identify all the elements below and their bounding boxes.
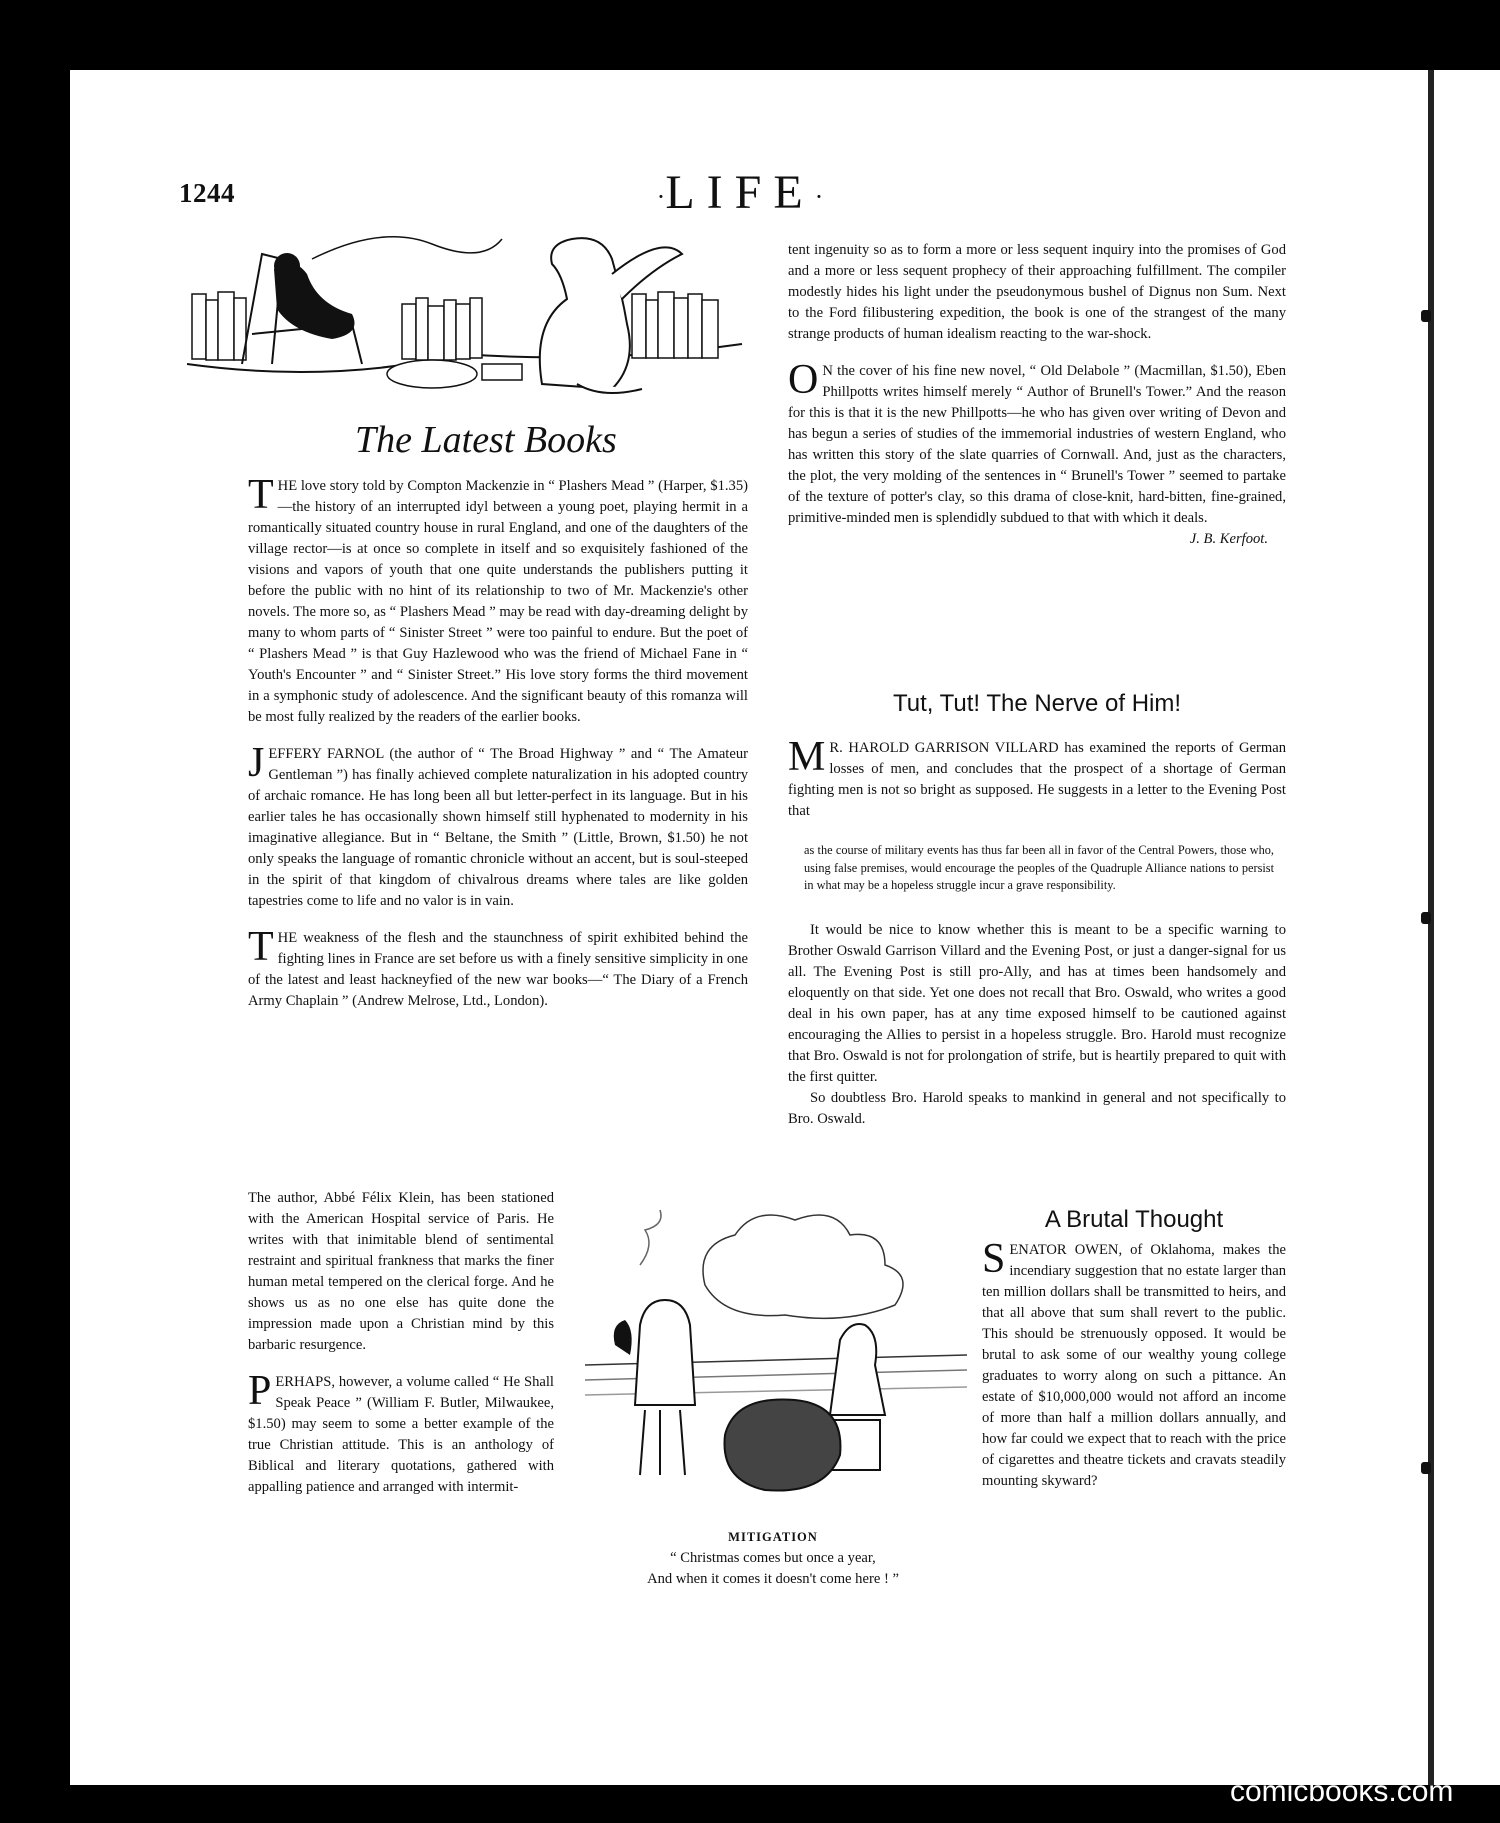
- caption-line-2: And when it comes it doesn't come here ! ”: [647, 1571, 899, 1587]
- tut-tut-article: [788, 734, 1286, 1130]
- drop-cap: T: [248, 472, 274, 518]
- drop-cap: P: [248, 1368, 272, 1414]
- binding-rivet: [1421, 310, 1431, 322]
- review-french-chaplain-cont: The author, Abbé Félix Klein, has been stationed with the American Hospital service of Paris. He writes with that inimitable blend of sentimental restraint and spiritual frankness that marks the finer human metal tempered on the clerical forge. And he shows us as no one else has quite done the impression made upon a Christian mind by this barbaric resurgence.: [248, 1190, 554, 1353]
- drop-cap: S: [982, 1236, 1006, 1282]
- masthead-title: LIFE: [665, 166, 815, 219]
- tut-tut-paragraph-1: R. HAROLD GARRISON VILLARD has examined the reports of German losses of men, and concludes that the prospect of a shortage of German fighting men is not so bright as supposed. He suggests in a letter to the Evening Post that: [788, 740, 1286, 819]
- tut-tut-title: Tut, Tut! The Nerve of Him!: [892, 690, 1182, 717]
- review-beltane: EFFERY FARNOL (the author of “ The Broad Highway ” and “ The Amateur Gentleman ”) has finally achieved complete naturalization in his adopted country of archaic romance. He has long been all but letter-perfect in its language. But in his earlier tales he has occasionally shown himself still hyphenated to modernity in his imaginative allegiance. But in “ Beltane, the Smith ” (Little, Brown, $1.50) he not only speaks the language of romantic chronicle without an accent, but is soul-steeped in the spirit of that kingdom of chivalrous dreams where tales are like golden tapestries come to life and no valor is in vain.: [248, 746, 748, 909]
- caption-title: MITIGATION: [728, 1530, 818, 1544]
- binding-rivet: [1421, 912, 1431, 924]
- mitigation-cartoon: [585, 1205, 967, 1523]
- review-he-shall-speak-peace: ERHAPS, however, a volume called “ He Shall Speak Peace ” (William F. Butler, Milwaukee, $1.50) may seem to some a better example of the true Christian attitude. This is an anthology of Biblical and literary quotations, gathered with appalling patience and arranged with intermit-: [248, 1374, 554, 1495]
- latest-books-title: The Latest Books: [355, 419, 617, 461]
- drop-cap: O: [788, 357, 819, 403]
- review-french-chaplain: HE weakness of the flesh and the staunchness of spirit exhibited behind the fighting lines in France are set before us with a finely sensitive simplicity in one of the latest and least hackneyfied of the new war books—“ The Diary of a French Army Chaplain ” (Andrew Melrose, Ltd., London).: [248, 930, 748, 1009]
- page-number: 1244: [179, 178, 235, 208]
- latest-books-column-1-lower: [248, 1188, 554, 1498]
- binding-rivet: [1421, 1462, 1431, 1474]
- latest-books-column-1: [248, 472, 748, 1012]
- caption-line-1: “ Christmas comes but once a year,: [670, 1550, 876, 1566]
- cartoon-caption: [568, 1527, 978, 1590]
- watermark: comicbooks.com: [1230, 1775, 1454, 1808]
- review-he-shall-speak-peace-cont: tent ingenuity so as to form a more or less sequent inquiry into the promises of God and a more or less sequent prophecy of their approaching fulfillment. The compiler modestly hides his light under the pseudonymous bushel of Dignus non Sum. Next to the Ford filibustering expedition, the book is one of the strangest of the many strange products of human idealism reacting to the war-shock.: [788, 242, 1286, 342]
- brutal-thought-article: [982, 1236, 1286, 1492]
- tut-tut-paragraph-3: So doubtless Bro. Harold speaks to mankind in general and not specifically to Bro. Oswald.: [788, 1090, 1286, 1127]
- header-illustration: [182, 214, 747, 410]
- drop-cap: T: [248, 924, 274, 970]
- drop-cap: M: [788, 734, 826, 780]
- drop-cap: J: [248, 740, 265, 786]
- review-old-delabole: N the cover of his fine new novel, “ Old Delabole ” (Macmillan, $1.50), Eben Phillpotts writes himself merely “ Author of Brunell's Tower.” And the reason for this is that it is the new Phillpotts—he who has given over writing of Devon and has begun a series of studies of the immemorial industries of western England, who has written this story of the slate quarries of Cornwall. And, just as the characters, the plot, the very molding of the sentences in “ Brunell's Tower ” seemed to partake of the texture of potter's clay, so this drama of close-knit, hard-bitten, fine-grained, primitive-minded men is splendidly subdued to that with which it deals.: [788, 363, 1286, 526]
- tut-tut-paragraph-2: It would be nice to know whether this is meant to be a specific warning to Brother Oswald Garrison Villard and the Evening Post, or just a danger-signal for us all. The Evening Post is still pro-Ally, and has at times been handsomely and eloquently on that side. Yet one does not recall that Bro. Oswald, who writes a good deal in his own paper, has at any time exposed himself to be cautioned against encouraging the Allies to persist in a hopeless struggle. Bro. Harold must recognize that Bro. Oswald is not for prolongation of strife, but is heartily prepared to quit with the first quitter.: [788, 922, 1286, 1085]
- brutal-thought-paragraph: ENATOR OWEN, of Oklahoma, makes the incendiary suggestion that no estate larger than ten million dollars shall be transmitted to heirs, and that all above that sum shall revert to the public. This should be strenuously opposed. It would be brutal to ask some of our wealthy young college graduates to worry along on such a pittance. An estate of $10,000,000 would not afford an income of more than half a million dollars annually, and how far could we expect that to reach with the price of cigarettes and theatre tickets and cravats steadily mounting skyward?: [982, 1242, 1286, 1489]
- villard-quote: as the course of military events has thus far been all in favor of the Central Powers, those who, using false premises, would encourage the peoples of the Quadruple Alliance nations to persist in what may be a hopeless struggle incur a grave responsibility.: [804, 843, 1274, 892]
- latest-books-column-2: [788, 240, 1286, 550]
- review-plashers-mead: HE love story told by Compton Mackenzie in “ Plashers Mead ” (Harper, $1.35)—the history of an interrupted idyl between a young poet, playing hermit in a romantically situated country house in rural England, and one of the daughters of the village rector—is at once so complete in itself and so exquisitely fashioned of the visions and vapors of youth that one quite understands the publishers putting it before the public with no hint of its relationship to two of Mr. Mackenzie's other novels. The more so, as “ Plashers Mead ” may be read with day-dreaming delight by many to whom parts of “ Sinister Street ” were too painful to endure. But the poet of “ Plashers Mead ” is that Guy Hazlewood who was the friend of Michael Fane in “ Youth's Encounter ” and “ Sinister Street.” His love story forms the third movement in a symphonic study of adolescence. And the significant beauty of this romanza will be most fully realized by the readers of the earlier books.: [248, 478, 748, 725]
- signature: J. B. Kerfoot.: [1189, 531, 1268, 547]
- adjacent-page-strip: [1434, 70, 1500, 1785]
- brutal-thought-title: A Brutal Thought: [1044, 1206, 1224, 1233]
- masthead: ·LIFE·: [656, 166, 824, 219]
